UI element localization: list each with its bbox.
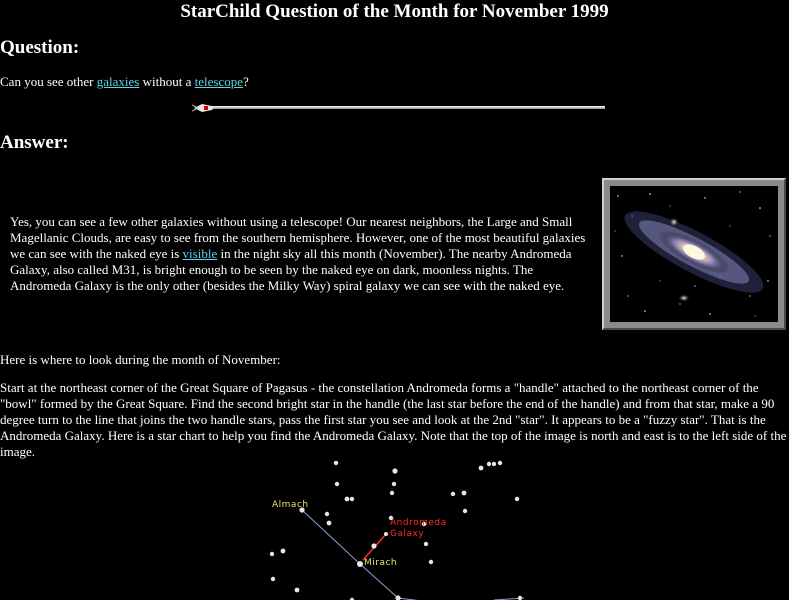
andromeda-galaxy-image — [610, 186, 778, 322]
galaxies-link[interactable]: galaxies — [96, 74, 140, 89]
visible-link[interactable]: visible — [182, 246, 218, 261]
answer-p1-text-1: Yes, you can see a few other galaxies without using a telescope! Our nearest neighbors, the Large and Small Magellanic Clouds, are easy to see from the southern hemisphere. However, one of the most beautiful galaxies we can see with the naked eye is — [10, 214, 586, 261]
star-chart — [262, 456, 542, 600]
andromeda-galaxy-image-frame — [602, 178, 786, 330]
andromeda-galaxy-label-line2: Galaxy — [390, 529, 425, 539]
andromeda-galaxy-label-line1: Andromeda — [390, 518, 447, 528]
rocket-icon — [192, 104, 214, 112]
answer-p1-text-2: in the night sky all this month (November). The nearby Andromeda Galaxy, also called M31, is bright enough to be seen by the naked eye on dark, moonless nights. The Andromeda Galaxy is the only other (besides the Milky Way) spiral galaxy we can see with the naked eye. — [10, 246, 572, 293]
answer-heading: Answer: — [0, 132, 69, 153]
answer-paragraph-2: Here is where to look during the month of November: — [0, 352, 281, 367]
question-text — [0, 74, 789, 90]
page-title: StarChild Question of the Month for November 1999 — [180, 1, 609, 22]
almach-label: Almach — [272, 500, 309, 510]
answer-paragraph-3: Start at the northeast corner of the Great Square of Pagasus - the constellation Andromeda forms a "handle" attached to the northeast corner of the "bowl" formed by the Great Square. Find the second bright star in the handle (the last star before the end of the handle) and from that star, make a 90 degree turn to the line that joins the two handle stars, pass the first star you see and look at the 2nd "star". It appears to be a "fuzzy star". That is the Andromeda Galaxy. Here is a star chart to help you find the Andromeda Galaxy. Note that the top of the image is north and east is to the left side of the image. — [0, 380, 787, 459]
answer-paragraph-1 — [10, 214, 590, 294]
question-text-1: Can you see other — [0, 74, 97, 89]
question-text-3: ? — [242, 74, 249, 89]
question-text-2: without a — [139, 74, 195, 89]
mirach-label: Mirach — [364, 558, 398, 568]
question-heading: Question: — [0, 37, 80, 58]
rocket-divider — [192, 102, 607, 114]
telescope-link[interactable]: telescope — [194, 74, 243, 89]
